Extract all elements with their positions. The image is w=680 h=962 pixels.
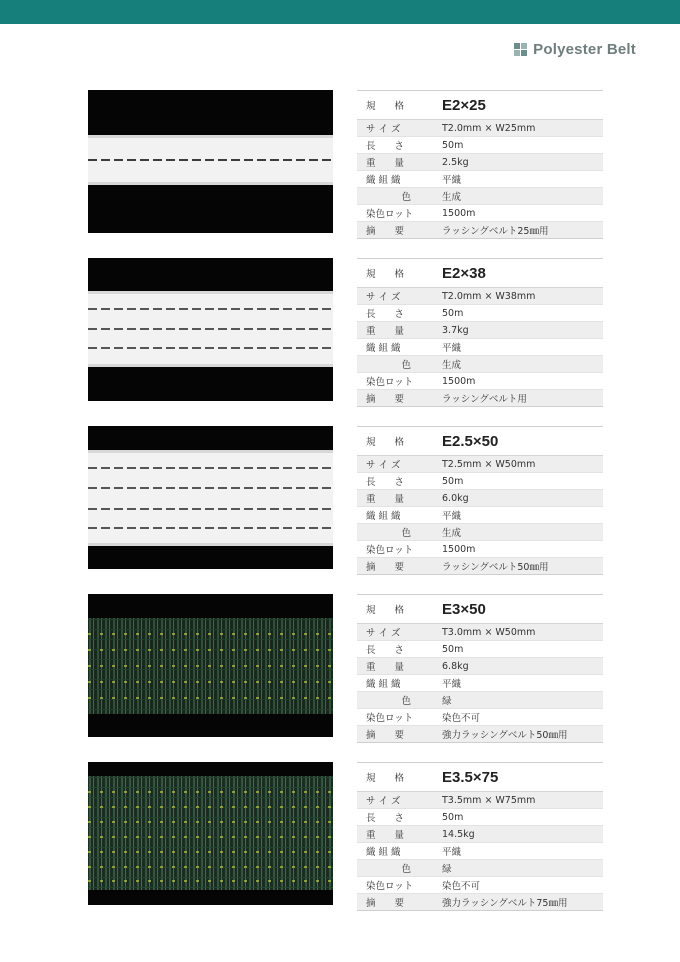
label-spec: 規 格 [366,101,405,112]
spec-row [357,709,603,726]
value-length: 50m [442,139,464,151]
spec-row [357,558,603,575]
label-spec: 規 格 [366,773,405,784]
brand-title: Polyester Belt [533,41,636,58]
value-size: T2.0mm × W25mm [442,122,536,134]
label-weave: 織 組 織 [366,175,401,186]
label-color: 色 [401,696,411,707]
spec-row [357,188,603,205]
label-note: 摘 要 [366,226,405,237]
value-color: 生成 [442,528,462,539]
label-length: 長 さ [366,477,405,488]
label-weight: 重 量 [366,158,405,169]
spec-row [357,288,603,305]
belt-photo [88,426,333,569]
label-weight: 重 量 [366,494,405,505]
spec-row [357,390,603,407]
spec-row [357,792,603,809]
product-name: E2×38 [442,264,486,282]
label-length: 長 さ [366,309,405,320]
label-color: 色 [401,864,411,875]
product-card [0,762,680,908]
product-card [0,426,680,572]
spec-table [357,594,603,743]
value-size: T3.0mm × W50mm [442,626,536,638]
label-note: 摘 要 [366,730,405,741]
product-name: E2.5×50 [442,432,499,450]
value-color: 緑 [442,864,452,875]
value-weave: 平織 [442,343,462,354]
spec-row [357,473,603,490]
spec-row [357,594,603,624]
product-card [0,258,680,404]
value-color: 生成 [442,360,462,371]
label-length: 長 さ [366,645,405,656]
label-color: 色 [401,192,411,203]
label-weave: 織 組 織 [366,679,401,690]
belt-image [88,90,333,233]
label-weave: 織 組 織 [366,511,401,522]
label-weight: 重 量 [366,326,405,337]
value-length: 50m [442,643,464,655]
label-lot: 染色ロット [366,713,414,724]
spec-row [357,860,603,877]
label-spec: 規 格 [366,269,405,280]
label-size: サ イ ズ [366,460,401,471]
value-length: 50m [442,811,464,823]
value-lot: 染色不可 [442,881,481,892]
value-lot: 1500m [442,207,476,219]
label-weave: 織 組 織 [366,847,401,858]
label-length: 長 さ [366,141,405,152]
belt-image [88,258,333,401]
value-length: 50m [442,475,464,487]
label-spec: 規 格 [366,437,405,448]
spec-row [357,154,603,171]
label-color: 色 [401,360,411,371]
value-color: 緑 [442,696,452,707]
spec-row [357,762,603,792]
label-weave: 織 組 織 [366,343,401,354]
value-note: 強力ラッシングベルト50㎜用 [442,730,568,741]
spec-row [357,624,603,641]
belt-photo [88,762,333,905]
product-card [0,90,680,236]
value-weave: 平織 [442,847,462,858]
value-weight: 6.0kg [442,492,469,504]
spec-row [357,826,603,843]
spec-row [357,507,603,524]
product-name: E3×50 [442,600,486,618]
value-note: ラッシングベルト25㎜用 [442,226,549,237]
spec-row [357,456,603,473]
belt-image [88,594,333,737]
spec-row [357,356,603,373]
label-weight: 重 量 [366,662,405,673]
value-size: T2.0mm × W38mm [442,290,536,302]
value-lot: 染色不可 [442,713,481,724]
spec-row [357,541,603,558]
value-weight: 6.8kg [442,660,469,672]
brand-header [514,41,636,58]
value-weave: 平織 [442,679,462,690]
spec-table [357,258,603,407]
label-size: サ イ ズ [366,628,401,639]
spec-row [357,171,603,188]
belt-photo [88,90,333,233]
label-spec: 規 格 [366,605,405,616]
spec-row [357,322,603,339]
label-size: サ イ ズ [366,124,401,135]
value-note: ラッシングベルト50㎜用 [442,562,549,573]
label-note: 摘 要 [366,394,405,405]
spec-table [357,762,603,911]
spec-row [357,137,603,154]
spec-row [357,843,603,860]
spec-row [357,726,603,743]
top-bar [0,0,680,24]
spec-table [357,426,603,575]
value-weight: 2.5kg [442,156,469,168]
value-lot: 1500m [442,375,476,387]
spec-row [357,658,603,675]
product-name: E3.5×75 [442,768,499,786]
spec-row [357,205,603,222]
value-size: T2.5mm × W50mm [442,458,536,470]
spec-row [357,258,603,288]
value-color: 生成 [442,192,462,203]
value-weave: 平織 [442,511,462,522]
value-length: 50m [442,307,464,319]
label-lot: 染色ロット [366,545,414,556]
spec-row [357,490,603,507]
value-note: 強力ラッシングベルト75㎜用 [442,898,568,909]
spec-row [357,692,603,709]
spec-row [357,877,603,894]
label-note: 摘 要 [366,898,405,909]
product-name: E2×25 [442,96,486,114]
spec-row [357,120,603,137]
label-lot: 染色ロット [366,209,414,220]
spec-row [357,426,603,456]
belt-image [88,426,333,569]
label-length: 長 さ [366,813,405,824]
value-size: T3.5mm × W75mm [442,794,536,806]
spec-row [357,809,603,826]
label-lot: 染色ロット [366,377,414,388]
spec-table [357,90,603,239]
product-card [0,594,680,740]
belt-photo [88,258,333,401]
spec-row [357,305,603,322]
value-note: ラッシングベルト用 [442,394,527,405]
spec-row [357,90,603,120]
grid-squares-icon [514,43,527,56]
belt-photo [88,594,333,737]
value-weight: 3.7kg [442,324,469,336]
label-color: 色 [401,528,411,539]
spec-row [357,894,603,911]
spec-row [357,524,603,541]
value-lot: 1500m [442,543,476,555]
value-weight: 14.5kg [442,828,475,840]
label-lot: 染色ロット [366,881,414,892]
spec-row [357,339,603,356]
spec-row [357,222,603,239]
spec-row [357,641,603,658]
label-weight: 重 量 [366,830,405,841]
label-size: サ イ ズ [366,292,401,303]
value-weave: 平織 [442,175,462,186]
label-size: サ イ ズ [366,796,401,807]
label-note: 摘 要 [366,562,405,573]
spec-row [357,373,603,390]
belt-image [88,762,333,905]
spec-row [357,675,603,692]
